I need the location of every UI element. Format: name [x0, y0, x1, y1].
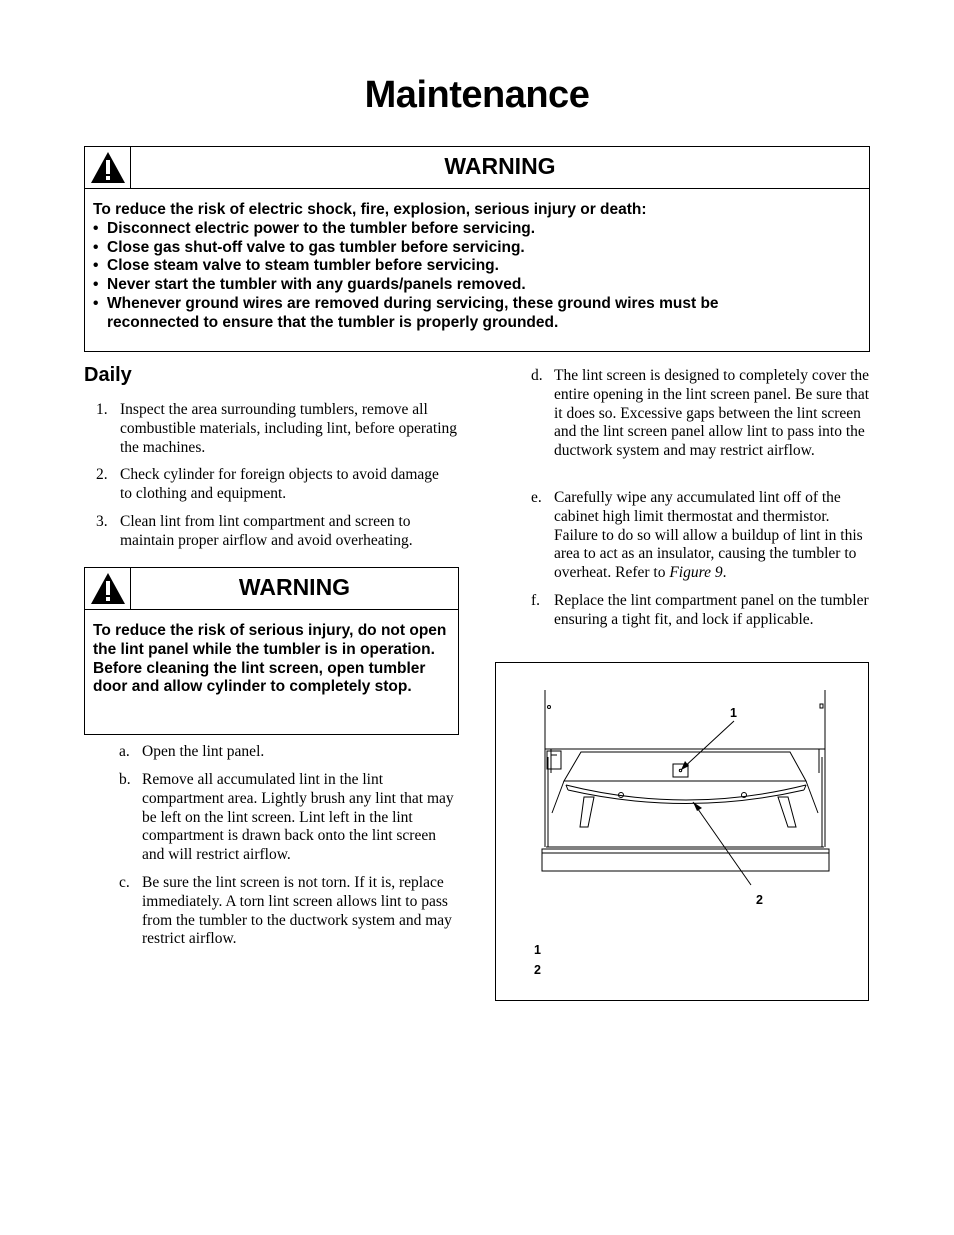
- warning-triangle-icon: [85, 568, 131, 609]
- step-text: Inspect the area surrounding tumblers, remove all combustible materials, including lint, before operating the machines.: [120, 401, 458, 456]
- step-text: Check cylinder for foreign objects to avoid damage to clothing and equipment.: [120, 466, 439, 502]
- substep-text: Remove all accumulated lint in the lint compartment area. Lightly brush any lint that may be left on the lint screen. Lint left in the lint compartment is drawn back onto the lint screen and will restrict airflow.: [142, 771, 454, 864]
- step-number: 3.: [96, 513, 108, 530]
- page-title: Maintenance: [364, 74, 590, 116]
- lint-compartment-drawing: [496, 663, 868, 1000]
- substep-letter: e.: [531, 489, 542, 506]
- section-heading-daily: Daily: [84, 364, 132, 386]
- warning-triangle-icon: [85, 147, 131, 188]
- lint-compartment-figure: [495, 662, 869, 1001]
- callout-label: 1: [730, 706, 737, 720]
- lint-panel-warning-box: [84, 567, 459, 735]
- substep-letter: f.: [531, 592, 541, 609]
- warning-heading: WARNING: [238, 574, 351, 600]
- warning-heading: WARNING: [444, 153, 556, 179]
- substep-text: Be sure the lint screen is not torn. If it is, replace immediately. A torn lint screen allows lint to pass from the tumbler to the ductwork system and may restrict airflow.: [142, 874, 452, 948]
- warning-bullet: • Never start the tumbler with any guards/panels removed.: [93, 276, 869, 295]
- callout-label: 2: [756, 893, 763, 907]
- figure-reference: Figure 9: [669, 564, 723, 582]
- warning-bullet: • Disconnect electric power to the tumbler before servicing.: [93, 220, 869, 239]
- warning-bullet: • Whenever ground wires are removed during servicing, these ground wires must be reconnected to ensure that the tumbler is properly grounded.: [93, 295, 807, 333]
- step-number: 2.: [96, 466, 108, 483]
- electric-shock-warning-box: [84, 146, 870, 352]
- step-number: 1.: [96, 401, 108, 418]
- substep-text: [554, 489, 870, 583]
- substep-text: The lint screen is designed to completely cover the entire opening in the lint screen panel. Be sure that it does so. Excessive gaps between the lint screen and the lint screen panel allow lint to pass into the ductwork system and may restrict airflow.: [554, 367, 870, 460]
- warning-bullet: • Close steam valve to steam tumbler before servicing.: [93, 257, 869, 276]
- substep-text-part: Carefully wipe any accumulated lint off of the cabinet high limit thermostat and thermistor. Failure to do so will allow a buildup of lint in this area to act as an insulator, causing the tumbler to overheat. Refer to: [554, 489, 863, 582]
- step-text: Clean lint from lint compartment and screen to maintain proper airflow and avoid overheating.: [120, 513, 413, 549]
- substep-letter: a.: [119, 743, 130, 760]
- substep-letter: c.: [119, 874, 130, 891]
- substep-letter: d.: [531, 367, 543, 384]
- substep-text-part: .: [722, 564, 727, 582]
- warning-text: To reduce the risk of serious injury, do not open the lint panel while the tumbler is in operation. Before cleaning the lint screen, open tumbler door and allow cylinder to completely stop.: [93, 622, 447, 696]
- warning-bullet: • Close gas shut-off valve to gas tumbler before servicing.: [93, 239, 869, 258]
- legend-number: 2: [534, 963, 541, 977]
- substep-text: Open the lint panel.: [142, 743, 265, 760]
- legend-number: 1: [534, 943, 541, 957]
- substep-text: Replace the lint compartment panel on the tumbler ensuring a tight fit, and lock if applicable.: [554, 592, 869, 628]
- warning-header: [85, 147, 869, 189]
- substep-letter: b.: [119, 771, 131, 788]
- warning-intro: To reduce the risk of electric shock, fire, explosion, serious injury or death:: [93, 201, 647, 218]
- warning-header: [85, 568, 458, 610]
